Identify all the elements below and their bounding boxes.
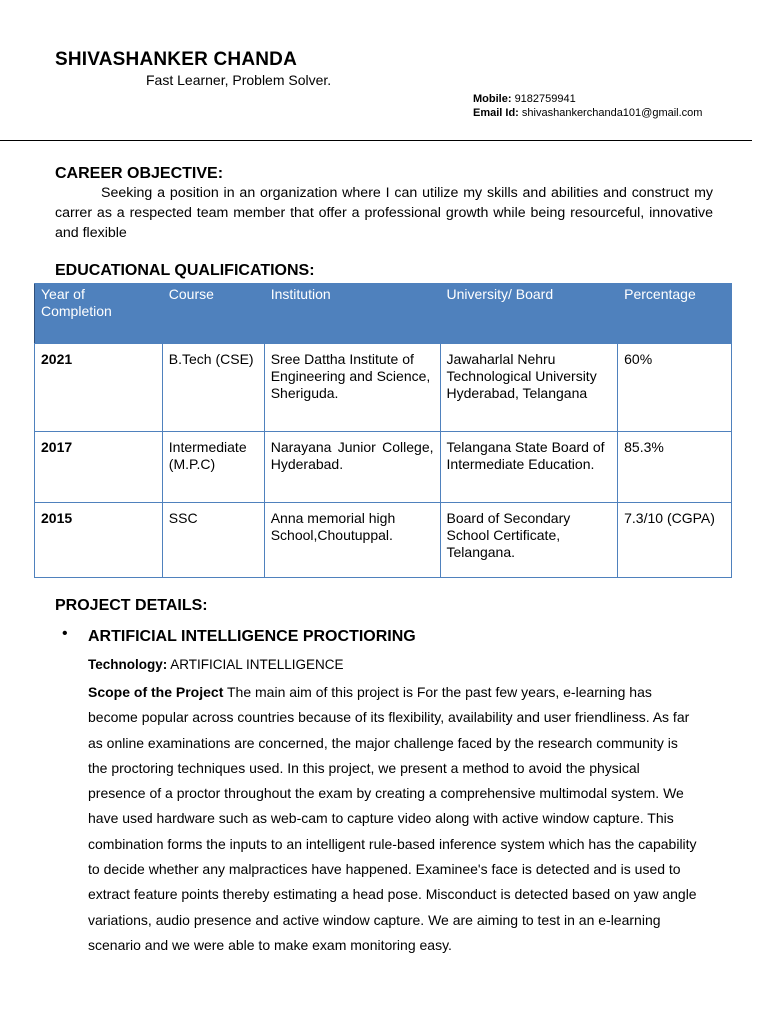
mobile-label: Mobile: [473, 93, 512, 105]
education-heading: EDUCATIONAL QUALIFICATIONS: [55, 262, 315, 279]
table-header-row [35, 284, 732, 344]
cell-course: SSC [162, 503, 264, 578]
column-header-course: Course [162, 284, 264, 344]
project-scope [88, 680, 698, 958]
table-row [35, 503, 732, 578]
cell-percentage: 7.3/10 (CGPA) [618, 503, 732, 578]
cell-board: Telangana State Board of Intermediate Education. [440, 432, 618, 503]
mobile-line [473, 93, 576, 105]
cell-board: Board of Secondary School Certificate, Telangana. [440, 503, 618, 578]
cell-percentage: 60% [618, 344, 732, 432]
project-details-heading: PROJECT DETAILS: [55, 597, 208, 614]
cell-year: 2017 [35, 432, 163, 503]
technology-value: ARTIFICIAL INTELLIGENCE [170, 657, 344, 672]
candidate-name: SHIVASHANKER CHANDA [55, 49, 298, 70]
column-header-institution: Institution [264, 284, 440, 344]
email-line [473, 107, 702, 119]
cell-institution: Narayana Junior College, Hyderabad. [264, 432, 440, 503]
career-objective-heading: CAREER OBJECTIVE: [55, 165, 224, 182]
education-table [34, 283, 732, 578]
career-objective-text: Seeking a position in an organization where I can utilize my skills and abilities and construct my carrer as a respected team member that offer a professional growth while being resourceful, innovative and flexible [55, 185, 713, 241]
email-label: Email Id: [473, 107, 519, 119]
table-row [35, 432, 732, 503]
cell-percentage: 85.3% [618, 432, 732, 503]
cell-board: Jawaharlal Nehru Technological University Hyderabad, Telangana [440, 344, 618, 432]
cell-course: B.Tech (CSE) [162, 344, 264, 432]
column-header-board: University/ Board [440, 284, 618, 344]
cell-institution: Sree Dattha Institute of Engineering and Science, Sheriguda. [264, 344, 440, 432]
cell-year: 2015 [35, 503, 163, 578]
technology-label: Technology: [88, 657, 168, 672]
project-title: ARTIFICIAL INTELLIGENCE PROCTIORING [88, 628, 416, 645]
tagline: Fast Learner, Problem Solver. [146, 72, 332, 88]
cell-course: Intermediate (M.P.C) [162, 432, 264, 503]
scope-text: The main aim of this project is For the past few years, e-learning has become popular across countries because of its flexibility, availability and user friendliness. As far as online examinations are concerned, the major challenge faced by the research community is the proctoring techniques used. In this project, we present a method to avoid the physical presence of a proctor throughout the exam by creating a comprehensive multimodal system. We have used hardware such as web-cam to capture video along with active window capture. This combination forms the inputs to an intelligent rule-based inference system which has the capability to decide whether any malpractices have happened. Examinee's face is detected and is used to extract feature points thereby estimating a head pose. Misconduct is detected based on yaw angle variations, audio presence and active window capture. We are aiming to test in an e-learning scenario and we were able to make exam monitoring easy. [88, 684, 697, 953]
scope-label: Scope of the Project [88, 684, 224, 700]
mobile-value: 9182759941 [514, 93, 576, 105]
table-row [35, 344, 732, 432]
column-header-percentage: Percentage [618, 284, 732, 344]
column-header-year: Year of Completion [35, 284, 163, 344]
header-divider [0, 140, 752, 141]
technology-line [88, 657, 344, 672]
cell-year: 2021 [35, 344, 163, 432]
cell-institution: Anna memorial high School,Choutuppal. [264, 503, 440, 578]
email-value: shivashankerchanda101@gmail.com [521, 107, 703, 119]
bullet-icon: • [62, 625, 68, 642]
